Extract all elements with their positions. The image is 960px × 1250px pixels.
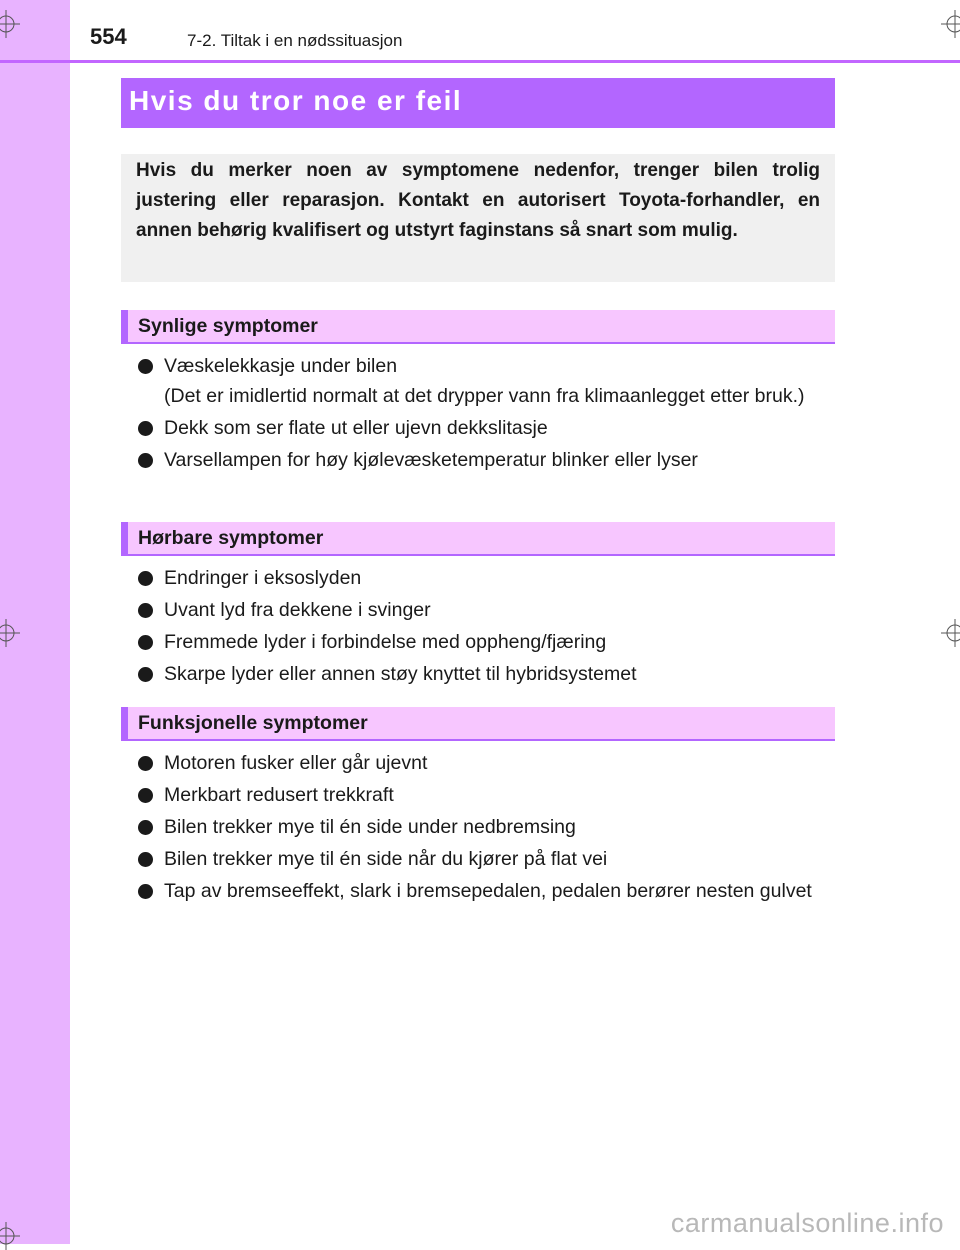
list-item-text: Uvant lyd fra dekkene i svinger	[164, 599, 431, 621]
bullet-icon	[138, 756, 153, 771]
bullet-icon	[138, 884, 153, 899]
list-item	[138, 780, 830, 810]
page-title-bar	[121, 78, 835, 128]
list-item	[138, 748, 830, 778]
list-item-text: Varsellampen for høy kjølevæsketemperatur blinker eller lyser	[164, 449, 698, 471]
crop-mark-icon	[941, 10, 960, 38]
page-title: Hvis du tror noe er feil	[129, 85, 463, 116]
section-reference: 7-2. Tiltak i en nødssituasjon	[187, 31, 403, 50]
list-item-text: Bilen trekker mye til én side under nedbremsing	[164, 816, 576, 838]
bullet-icon	[138, 453, 153, 468]
header-divider	[0, 60, 960, 63]
list-item-text: Merkbart redusert trekkraft	[164, 784, 394, 806]
list-item	[138, 876, 830, 906]
list-item	[138, 445, 830, 475]
list-item-text: Dekk som ser flate ut eller ujevn dekkslitasje	[164, 417, 548, 439]
list-item	[138, 351, 830, 411]
bullet-icon	[138, 571, 153, 586]
list-item	[138, 659, 830, 689]
intro-text: Hvis du merker noen av symptomene nedenfor, trenger bilen trolig justering eller reparasjon. Kontakt en autorisert Toyota-forhandler, en annen behørig kvalifisert og utstyrt faginstans så snart som mulig.	[136, 160, 820, 241]
list-item-text: Tap av bremseeffekt, slark i bremsepedalen, pedalen berører nesten gulvet	[164, 880, 812, 902]
section-heading-label: Hørbare symptomer	[138, 527, 324, 549]
bullet-icon	[138, 852, 153, 867]
watermark: carmanualsonline.info	[670, 1208, 944, 1238]
functional-symptoms-list	[138, 748, 830, 908]
crop-mark-icon	[0, 619, 20, 647]
bullet-icon	[138, 603, 153, 618]
list-item	[138, 563, 830, 593]
list-item	[138, 627, 830, 657]
page-number: 554	[90, 24, 127, 49]
section-heading-label: Synlige symptomer	[138, 315, 318, 337]
list-item-text: Motoren fusker eller går ujevnt	[164, 752, 428, 774]
section-heading-audible	[121, 522, 835, 556]
audible-symptoms-list	[138, 563, 830, 691]
crop-mark-icon	[941, 619, 960, 647]
section-heading-label: Funksjonelle symptomer	[138, 712, 368, 734]
visible-symptoms-list	[138, 351, 830, 477]
list-item-text: Endringer i eksoslyden	[164, 567, 362, 589]
intro-box	[121, 154, 835, 282]
bullet-icon	[138, 788, 153, 803]
list-item	[138, 595, 830, 625]
crop-mark-icon	[0, 1222, 20, 1250]
section-heading-functional	[121, 707, 835, 741]
list-item-text: Fremmede lyder i forbindelse med oppheng/fjæring	[164, 631, 607, 653]
bullet-icon	[138, 359, 153, 374]
list-item	[138, 844, 830, 874]
list-item	[138, 413, 830, 443]
bullet-icon	[138, 421, 153, 436]
list-item-text: Skarpe lyder eller annen støy knyttet til hybridsystemet	[164, 663, 637, 685]
list-item	[138, 812, 830, 842]
section-heading-visible	[121, 310, 835, 344]
crop-mark-icon	[0, 10, 20, 38]
bullet-icon	[138, 667, 153, 682]
list-item-text: Væskelekkasje under bilen	[164, 355, 398, 377]
bullet-icon	[138, 820, 153, 835]
list-item-note: (Det er imidlertid normalt at det drypper vann fra klimaanlegget etter bruk.)	[164, 385, 805, 407]
bullet-icon	[138, 635, 153, 650]
list-item-text: Bilen trekker mye til én side når du kjører på flat vei	[164, 848, 608, 870]
